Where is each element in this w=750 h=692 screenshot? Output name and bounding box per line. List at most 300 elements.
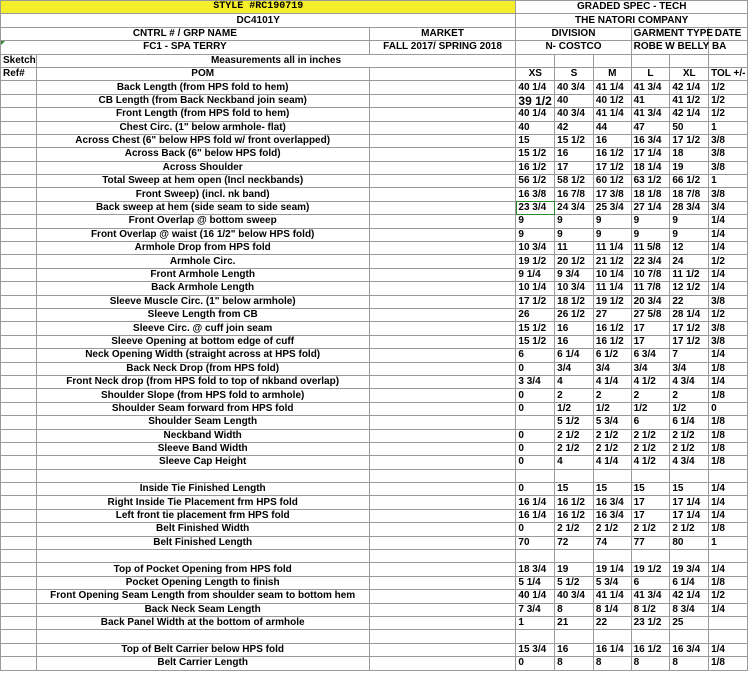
size-value[interactable]: 74 [593,536,631,549]
ref-cell[interactable] [1,148,37,161]
spacer-cell[interactable] [369,282,516,295]
pom-description[interactable]: Front Overlap @ bottom sweep [36,215,369,228]
ref-cell[interactable] [1,509,37,522]
pom-description[interactable]: Across Back (6" below HPS fold) [36,148,369,161]
size-value[interactable]: 1/2 [631,402,670,415]
size-value[interactable]: 10 1/4 [593,268,631,281]
size-value[interactable]: 17 [631,335,670,348]
size-value[interactable] [555,469,594,482]
ref-cell[interactable] [1,295,37,308]
size-value[interactable]: 19 [670,161,709,174]
pom-description[interactable]: Inside Tie Finished Length [36,483,369,496]
ref-cell[interactable] [1,81,37,94]
size-value[interactable]: 39 1/2 [516,94,555,107]
ref-cell[interactable] [1,215,37,228]
size-value[interactable]: 9 [555,228,594,241]
size-value[interactable]: 2 [631,389,670,402]
size-value[interactable] [631,550,670,563]
size-value[interactable]: 8 [670,657,709,670]
pom-description[interactable]: Across Shoulder [36,161,369,174]
pom-description[interactable] [36,469,369,482]
size-value[interactable]: 2 1/2 [555,429,594,442]
size-value[interactable]: 2 1/2 [631,523,670,536]
size-value[interactable]: 26 [516,308,555,321]
tolerance-value[interactable]: 1/4 [709,563,748,576]
size-value[interactable]: 19 1/4 [593,563,631,576]
tolerance-value[interactable]: 1/4 [709,228,748,241]
pom-description[interactable]: Belt Finished Length [36,536,369,549]
tolerance-value[interactable]: 1/8 [709,389,748,402]
size-value[interactable]: 0 [516,362,555,375]
tolerance-value[interactable]: 1/4 [709,268,748,281]
spacer-cell[interactable] [369,375,516,388]
size-value[interactable]: 2 1/2 [593,523,631,536]
tolerance-value[interactable]: 1/8 [709,442,748,455]
size-value[interactable]: 41 3/4 [631,108,670,121]
pom-description[interactable] [36,550,369,563]
ref-cell[interactable] [1,523,37,536]
pom-description[interactable]: Sleeve Muscle Circ. (1" below armhole) [36,295,369,308]
tolerance-value[interactable]: 1/4 [709,375,748,388]
ref-cell[interactable] [1,550,37,563]
size-value[interactable]: 15 1/2 [555,134,594,147]
ref-cell[interactable] [1,456,37,469]
tolerance-value[interactable] [709,616,748,629]
size-value[interactable]: 6 1/4 [555,349,594,362]
size-value[interactable]: 41 1/4 [593,590,631,603]
pom-description[interactable]: Neckband Width [36,429,369,442]
size-value[interactable]: 5 1/2 [555,416,594,429]
pom-description[interactable] [36,630,369,643]
tolerance-value[interactable]: 1/8 [709,416,748,429]
size-value[interactable]: 16 1/2 [593,322,631,335]
tolerance-value[interactable]: 1/4 [709,215,748,228]
ref-cell[interactable] [1,442,37,455]
pom-description[interactable]: CB Length (from Back Neckband join seam) [36,94,369,107]
size-value[interactable]: 5 3/4 [593,576,631,589]
ref-cell[interactable] [1,563,37,576]
tolerance-value[interactable]: 1/4 [709,349,748,362]
tolerance-value[interactable]: 1/2 [709,94,748,107]
size-value[interactable]: 16 7/8 [555,188,594,201]
spacer-cell[interactable] [369,536,516,549]
size-value[interactable]: 2 1/2 [555,523,594,536]
size-value[interactable]: 16 3/8 [516,188,555,201]
size-value[interactable]: 16 1/4 [516,496,555,509]
tolerance-value[interactable]: 1/4 [709,509,748,522]
tolerance-value[interactable]: 3/8 [709,188,748,201]
pom-description[interactable]: Back Neck Drop (from HPS fold) [36,362,369,375]
spacer-cell[interactable] [369,242,516,255]
ref-cell[interactable] [1,375,37,388]
size-value[interactable]: 16 1/4 [516,509,555,522]
ref-cell[interactable] [1,134,37,147]
ref-cell[interactable] [1,416,37,429]
size-value[interactable]: 40 1/4 [516,81,555,94]
size-value[interactable]: 19 1/2 [631,563,670,576]
size-value[interactable]: 6 1/4 [670,416,709,429]
size-value[interactable]: 11 1/4 [593,242,631,255]
size-value[interactable]: 24 [670,255,709,268]
size-value[interactable]: 11 1/4 [593,282,631,295]
spacer-cell[interactable] [369,523,516,536]
spacer-cell[interactable] [369,362,516,375]
pom-description[interactable]: Top of Pocket Opening from HPS fold [36,563,369,576]
size-value[interactable]: 40 3/4 [555,81,594,94]
size-value[interactable]: 22 3/4 [631,255,670,268]
size-value[interactable]: 15 1/2 [516,148,555,161]
size-value[interactable]: 8 [555,603,594,616]
size-value[interactable]: 17 1/4 [670,509,709,522]
pom-description[interactable]: Belt Finished Width [36,523,369,536]
size-value[interactable]: 28 1/4 [670,308,709,321]
size-value[interactable]: 40 1/4 [516,108,555,121]
tolerance-value[interactable]: 3/4 [709,201,748,214]
size-value[interactable]: 18 1/4 [631,161,670,174]
size-value[interactable]: 17 1/2 [593,161,631,174]
size-value[interactable]: 17 1/4 [631,148,670,161]
size-value[interactable]: 27 1/4 [631,201,670,214]
spacer-cell[interactable] [369,643,516,656]
size-value[interactable] [670,630,709,643]
ref-cell[interactable] [1,389,37,402]
size-value[interactable]: 25 [670,616,709,629]
size-value[interactable]: 16 3/4 [631,134,670,147]
size-value[interactable]: 42 1/4 [670,81,709,94]
size-value[interactable]: 16 1/2 [593,148,631,161]
size-value[interactable]: 21 1/2 [593,255,631,268]
size-value[interactable]: 27 [593,308,631,321]
size-value[interactable]: 56 1/2 [516,175,555,188]
tolerance-value[interactable]: 1 [709,536,748,549]
pom-description[interactable]: Chest Circ. (1" below armhole- flat) [36,121,369,134]
ref-cell[interactable] [1,108,37,121]
size-value[interactable]: 41 1/4 [593,81,631,94]
size-value[interactable]: 15 1/2 [516,322,555,335]
ref-cell[interactable] [1,429,37,442]
tolerance-value[interactable]: 3/8 [709,148,748,161]
size-value[interactable]: 17 [631,509,670,522]
size-value[interactable]: 17 1/2 [670,335,709,348]
size-value[interactable] [516,469,555,482]
size-value[interactable]: 2 1/2 [670,523,709,536]
size-value[interactable]: 28 3/4 [670,201,709,214]
size-value[interactable]: 4 3/4 [670,375,709,388]
size-value[interactable]: 17 1/2 [670,322,709,335]
size-value[interactable]: 17 [555,161,594,174]
size-value[interactable]: 0 [516,456,555,469]
size-value[interactable]: 9 [516,215,555,228]
size-value[interactable]: 8 1/4 [593,603,631,616]
size-value[interactable]: 20 3/4 [631,295,670,308]
spacer-cell[interactable] [369,201,516,214]
pom-description[interactable]: Sleeve Length from CB [36,308,369,321]
pom-description[interactable]: Neck Opening Width (straight across at HPS fold) [36,349,369,362]
size-value[interactable]: 2 1/2 [670,429,709,442]
tolerance-value[interactable]: 1/4 [709,643,748,656]
size-value[interactable]: 5 3/4 [593,416,631,429]
size-value[interactable]: 10 1/4 [516,282,555,295]
size-value[interactable]: 18 [670,148,709,161]
pom-description[interactable]: Back Length (from HPS fold to hem) [36,81,369,94]
size-value[interactable]: 2 1/2 [593,442,631,455]
tolerance-value[interactable]: 1/4 [709,496,748,509]
size-value[interactable]: 0 [516,402,555,415]
size-value[interactable]: 8 3/4 [670,603,709,616]
pom-description[interactable]: Belt Carrier Length [36,657,369,670]
tolerance-value[interactable]: 3/8 [709,295,748,308]
size-value[interactable]: 18 1/2 [555,295,594,308]
tolerance-value[interactable]: 1/8 [709,523,748,536]
pom-description[interactable]: Pocket Opening Length to finish [36,576,369,589]
size-value[interactable]: 9 [670,228,709,241]
size-value[interactable]: 2 1/2 [593,429,631,442]
tolerance-value[interactable]: 1/2 [709,255,748,268]
size-value[interactable]: 8 [593,657,631,670]
ref-cell[interactable] [1,188,37,201]
size-value[interactable]: 4 1/4 [593,375,631,388]
size-value[interactable]: 16 1/2 [516,161,555,174]
spacer-cell[interactable] [369,94,516,107]
ref-cell[interactable] [1,335,37,348]
tolerance-value[interactable]: 1/8 [709,456,748,469]
size-value[interactable]: 11 5/8 [631,242,670,255]
style-number-cell[interactable] [1,1,516,14]
size-value[interactable] [593,469,631,482]
tolerance-value[interactable]: 1/8 [709,657,748,670]
size-value[interactable]: 17 1/2 [516,295,555,308]
size-value[interactable]: 17 3/8 [593,188,631,201]
tolerance-value[interactable]: 1/8 [709,576,748,589]
size-value[interactable]: 19 3/4 [670,563,709,576]
tolerance-value[interactable]: 1/4 [709,603,748,616]
size-value[interactable]: 9 [631,228,670,241]
spacer-cell[interactable] [369,161,516,174]
size-value[interactable]: 7 3/4 [516,603,555,616]
ref-cell[interactable] [1,322,37,335]
ref-cell[interactable] [1,469,37,482]
size-value[interactable]: 10 3/4 [555,282,594,295]
size-value[interactable]: 2 1/2 [631,429,670,442]
size-value[interactable]: 10 7/8 [631,268,670,281]
size-value[interactable] [516,550,555,563]
size-value[interactable]: 6 3/4 [631,349,670,362]
tolerance-value[interactable]: 1 [709,121,748,134]
pom-description[interactable]: Top of Belt Carrier below HPS fold [36,643,369,656]
size-value[interactable]: 70 [516,536,555,549]
size-value[interactable]: 16 [555,643,594,656]
size-value[interactable]: 0 [516,389,555,402]
ref-cell[interactable] [1,536,37,549]
size-value[interactable]: 9 [555,215,594,228]
tolerance-value[interactable]: 3/8 [709,161,748,174]
ref-cell[interactable] [1,94,37,107]
size-value[interactable]: 7 [670,349,709,362]
size-value[interactable] [516,416,555,429]
size-value[interactable]: 44 [593,121,631,134]
spacer-cell[interactable] [369,335,516,348]
pom-description[interactable]: Armhole Drop from HPS fold [36,242,369,255]
size-value[interactable]: 72 [555,536,594,549]
size-value[interactable]: 9 1/4 [516,268,555,281]
tolerance-value[interactable]: 3/8 [709,335,748,348]
spacer-cell[interactable] [369,268,516,281]
size-value[interactable]: 1/2 [670,402,709,415]
tolerance-value[interactable]: 1/4 [709,282,748,295]
size-value[interactable]: 15 1/2 [516,335,555,348]
size-value[interactable]: 27 5/8 [631,308,670,321]
spacer-cell[interactable] [369,429,516,442]
size-value[interactable]: 50 [670,121,709,134]
pom-description[interactable]: Shoulder Seam forward from HPS fold [36,402,369,415]
spacer-cell[interactable] [369,188,516,201]
size-value[interactable]: 3/4 [670,362,709,375]
size-value[interactable]: 8 [631,657,670,670]
size-value[interactable]: 11 1/2 [670,268,709,281]
spacer-cell[interactable] [369,550,516,563]
pom-description[interactable]: Back Armhole Length [36,282,369,295]
size-value[interactable]: 25 3/4 [593,201,631,214]
size-value[interactable] [555,550,594,563]
size-value[interactable]: 18 7/8 [670,188,709,201]
spacer-cell[interactable] [369,228,516,241]
size-value[interactable]: 1/2 [593,402,631,415]
tolerance-value[interactable] [709,630,748,643]
size-value[interactable]: 4 1/4 [593,456,631,469]
spacer-cell[interactable] [369,295,516,308]
spacer-cell[interactable] [369,148,516,161]
size-value[interactable]: 4 1/2 [631,375,670,388]
spacer-cell[interactable] [369,322,516,335]
ref-cell[interactable] [1,308,37,321]
ref-cell[interactable] [1,228,37,241]
tolerance-value[interactable]: 1/2 [709,108,748,121]
size-value[interactable]: 9 [631,215,670,228]
tolerance-value[interactable] [709,469,748,482]
size-value[interactable]: 2 [555,389,594,402]
ref-cell[interactable] [1,121,37,134]
pom-description[interactable]: Sleeve Band Width [36,442,369,455]
size-value[interactable]: 20 1/2 [555,255,594,268]
size-value[interactable]: 47 [631,121,670,134]
spacer-cell[interactable] [369,657,516,670]
tolerance-value[interactable]: 1/4 [709,483,748,496]
size-value[interactable]: 24 3/4 [555,201,594,214]
size-value[interactable]: 16 [555,322,594,335]
size-value[interactable] [516,630,555,643]
size-value[interactable]: 9 [670,215,709,228]
spacer-cell[interactable] [369,308,516,321]
spacer-cell[interactable] [369,175,516,188]
spacer-cell[interactable] [369,456,516,469]
ref-cell[interactable] [1,255,37,268]
size-value[interactable]: 2 1/2 [631,442,670,455]
spacer-cell[interactable] [369,563,516,576]
pom-description[interactable]: Front Armhole Length [36,268,369,281]
ref-cell[interactable] [1,630,37,643]
size-value[interactable]: 3 3/4 [516,375,555,388]
size-value[interactable]: 18 3/4 [516,563,555,576]
size-value[interactable]: 16 3/4 [593,509,631,522]
size-value[interactable]: 40 [516,121,555,134]
tolerance-value[interactable]: 1/4 [709,242,748,255]
size-value[interactable]: 41 1/4 [593,108,631,121]
size-value[interactable]: 16 [555,148,594,161]
size-value[interactable]: 8 [555,657,594,670]
size-value[interactable] [593,550,631,563]
ref-cell[interactable] [1,402,37,415]
size-value[interactable]: 11 [555,242,594,255]
size-value[interactable]: 16 [555,335,594,348]
size-value[interactable]: 26 1/2 [555,308,594,321]
size-value[interactable]: 11 7/8 [631,282,670,295]
size-value[interactable]: 0 [516,429,555,442]
size-value[interactable]: 23 3/4 [516,201,555,214]
size-value[interactable]: 41 3/4 [631,81,670,94]
size-value[interactable]: 2 [593,389,631,402]
tolerance-value[interactable]: 1/8 [709,429,748,442]
tolerance-value[interactable]: 1/2 [709,590,748,603]
ref-cell[interactable] [1,201,37,214]
pom-description[interactable]: Sleeve Opening at bottom edge of cuff [36,335,369,348]
size-value[interactable]: 10 3/4 [516,242,555,255]
size-value[interactable]: 22 [593,616,631,629]
spacer-cell[interactable] [369,108,516,121]
size-value[interactable] [631,469,670,482]
size-value[interactable]: 9 [516,228,555,241]
spacer-cell[interactable] [369,483,516,496]
spacer-cell[interactable] [369,590,516,603]
size-value[interactable]: 4 1/2 [631,456,670,469]
spacer-cell[interactable] [369,442,516,455]
size-value[interactable]: 77 [631,536,670,549]
spacer-cell[interactable] [369,416,516,429]
size-value[interactable]: 6 [631,416,670,429]
size-value[interactable]: 2 1/2 [555,442,594,455]
pom-description[interactable]: Front Neck drop (from HPS fold to top of nkband overlap) [36,375,369,388]
size-value[interactable]: 2 [670,389,709,402]
spacer-cell[interactable] [369,402,516,415]
tolerance-value[interactable]: 3/8 [709,134,748,147]
size-value[interactable]: 19 1/2 [516,255,555,268]
size-value[interactable]: 15 [555,483,594,496]
tolerance-value[interactable]: 1 [709,175,748,188]
size-value[interactable]: 12 [670,242,709,255]
size-value[interactable]: 19 1/2 [593,295,631,308]
size-value[interactable]: 22 [670,295,709,308]
size-value[interactable]: 66 1/2 [670,175,709,188]
size-value[interactable]: 40 1/4 [516,590,555,603]
size-value[interactable]: 1/2 [555,402,594,415]
ref-cell[interactable] [1,242,37,255]
ref-cell[interactable] [1,349,37,362]
ref-cell[interactable] [1,576,37,589]
size-value[interactable] [670,550,709,563]
size-value[interactable]: 41 3/4 [631,590,670,603]
spacer-cell[interactable] [369,496,516,509]
size-value[interactable]: 15 [593,483,631,496]
size-value[interactable]: 41 1/2 [670,94,709,107]
size-value[interactable]: 4 [555,375,594,388]
size-value[interactable]: 15 [670,483,709,496]
size-value[interactable]: 6 1/4 [670,576,709,589]
size-value[interactable]: 19 [555,563,594,576]
ref-cell[interactable] [1,161,37,174]
size-value[interactable]: 40 3/4 [555,108,594,121]
pom-description[interactable]: Back Panel Width at the bottom of armhole [36,616,369,629]
spacer-cell[interactable] [369,134,516,147]
size-value[interactable]: 6 [516,349,555,362]
